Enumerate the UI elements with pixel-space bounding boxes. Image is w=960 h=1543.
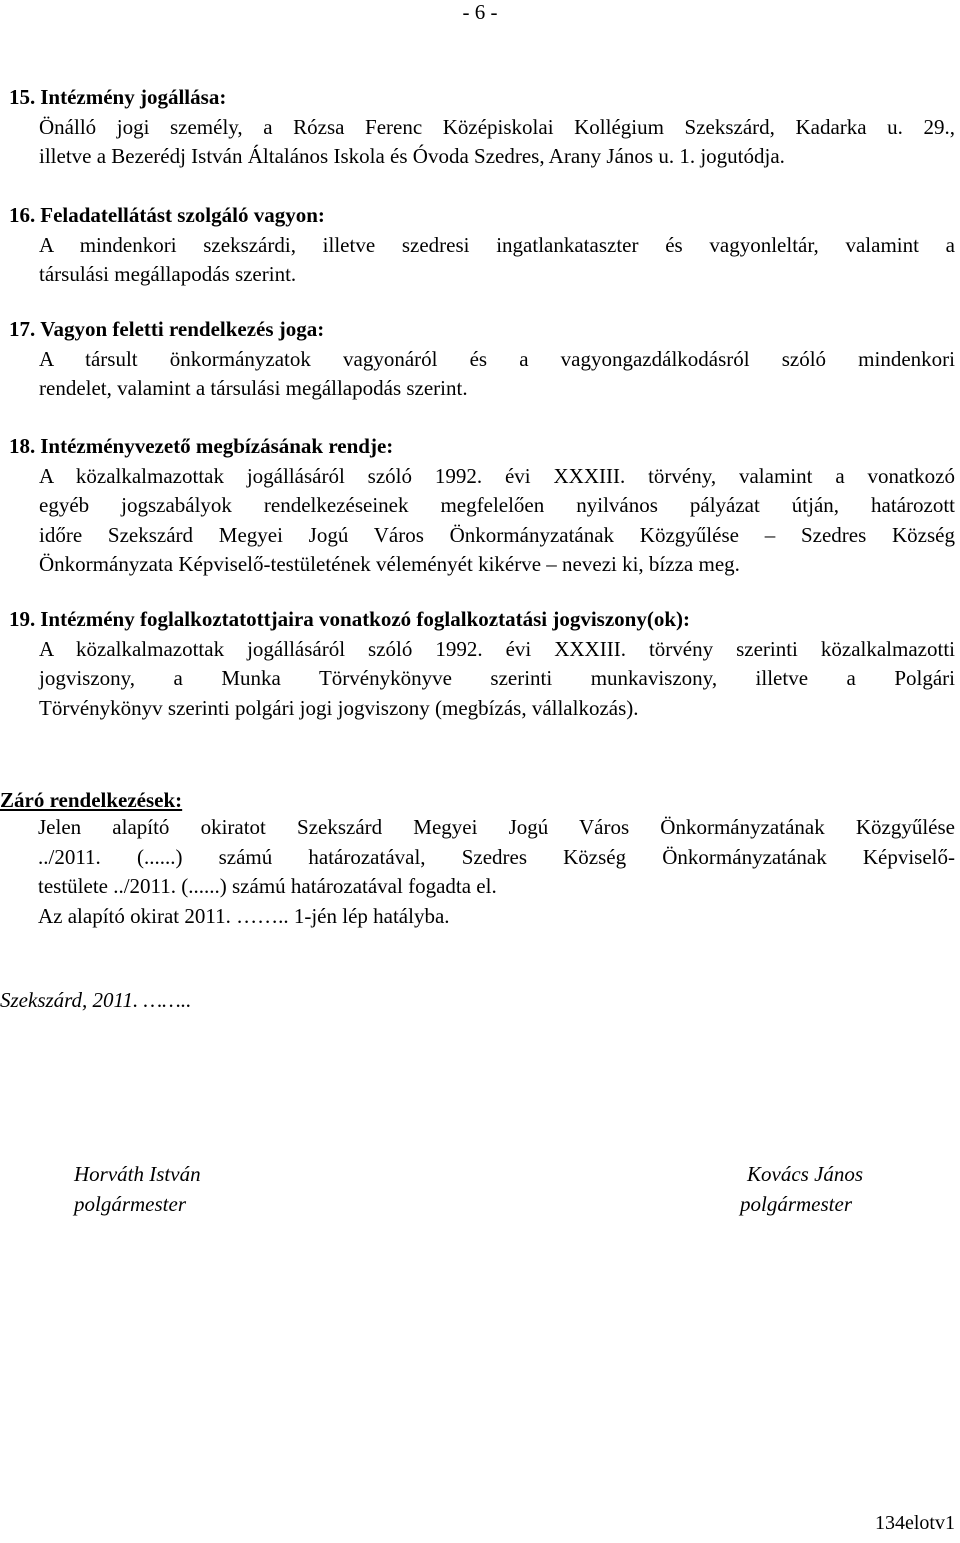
section-title: Intézményvezető megbízásának rendje:	[40, 434, 394, 458]
section-heading	[9, 201, 955, 231]
place-date: Szekszárd, 2011. ……..	[0, 988, 192, 1012]
section-number: 19.	[9, 607, 36, 631]
section-number: 15.	[9, 85, 36, 109]
body-line: társulási megállapodás szerint.	[39, 262, 297, 286]
section-title: Feladatellátást szolgáló vagyon:	[40, 203, 325, 227]
body-line: Törvénykönyv szerinti polgári jogi jogviszony (megbízás, vállalkozás).	[39, 695, 639, 720]
section-19	[9, 605, 955, 723]
section-body	[9, 635, 955, 724]
section-heading	[9, 432, 955, 462]
signatory-role: polgármester	[740, 1191, 852, 1216]
section-title: Vagyon feletti rendelkezés joga:	[40, 317, 325, 341]
body-line: Az alapító okirat 2011. …….. 1-jén lép hatályba.	[38, 903, 450, 928]
signature-block-right	[740, 1160, 863, 1219]
section-body	[9, 345, 955, 404]
footer-document-code: 134elotv1	[875, 1512, 955, 1534]
body-line: jogviszony, a Munka Törvénykönyve szerinti munkaviszony, illetve a Polgári	[39, 666, 955, 690]
body-line: illetve a Bezerédj István Általános Iskola és Óvoda Szedres, Arany János u. 1. jogutódja.	[39, 144, 785, 168]
page-number: - 6 -	[462, 0, 498, 24]
section-title: Intézmény jogállása:	[40, 85, 227, 109]
closing-body	[38, 813, 955, 931]
body-line: Jelen alapító okiratot Szekszárd Megyei Jogú Város Önkormányzatának Közgyűlése	[38, 815, 955, 839]
signatory-name: Kovács János	[747, 1162, 864, 1186]
body-line: rendelet, valamint a társulási megállapodás szerint.	[39, 376, 468, 400]
body-line: A közalkalmazottak jogállásáról szóló 1992. évi XXXIII. törvény szerinti közalkalmazotti	[39, 636, 955, 661]
section-heading	[9, 83, 955, 113]
section-title: Intézmény foglalkoztatottjaira vonatkozó foglalkoztatási jogviszony(ok):	[40, 607, 690, 631]
section-number: 16.	[9, 203, 36, 227]
section-number: 17.	[9, 317, 36, 341]
body-line: A közalkalmazottak jogállásáról szóló 1992. évi XXXIII. törvény, valamint a vonatkozó	[39, 463, 955, 488]
body-line: testülete ../2011. (......) számú határozatával fogadta el.	[38, 874, 497, 898]
section-17	[9, 315, 955, 404]
body-line: A mindenkori szekszárdi, illetve szedresi ingatlankataszter és vagyonleltár, valamint a	[39, 232, 955, 257]
section-16	[9, 201, 955, 290]
signature-block-left	[74, 1160, 201, 1219]
signatory-role: polgármester	[74, 1191, 186, 1216]
body-line: időre Szekszárd Megyei Jogú Város Önkormányzatának Közgyűlése – Szedres Község	[39, 522, 955, 547]
body-line: Önkormányzata Képviselő-testületének véleményét kikérve – nevezi ki, bízza meg.	[39, 552, 740, 576]
section-number: 18.	[9, 434, 36, 458]
signatory-name: Horváth István	[74, 1162, 201, 1186]
section-heading	[9, 315, 955, 345]
section-15	[9, 83, 955, 172]
body-line: Önálló jogi személy, a Rózsa Ferenc Középiskolai Kollégium Szekszárd, Kadarka u. 29.,	[39, 114, 955, 139]
body-line: A társult önkormányzatok vagyonáról és a vagyongazdálkodásról szóló mindenkori	[39, 346, 955, 371]
section-heading	[9, 605, 955, 635]
section-body	[9, 113, 955, 172]
section-body	[9, 231, 955, 290]
body-line: egyéb jogszabályok rendelkezéseinek megfelelően nyilvános pályázat útján, határozott	[39, 493, 955, 517]
closing-heading: Záró rendelkezések:	[0, 788, 183, 812]
body-line: ../2011. (......) számú határozatával, Szedres Község Önkormányzatának Képviselő-	[38, 844, 955, 869]
section-18	[9, 432, 955, 580]
section-body	[9, 462, 955, 580]
